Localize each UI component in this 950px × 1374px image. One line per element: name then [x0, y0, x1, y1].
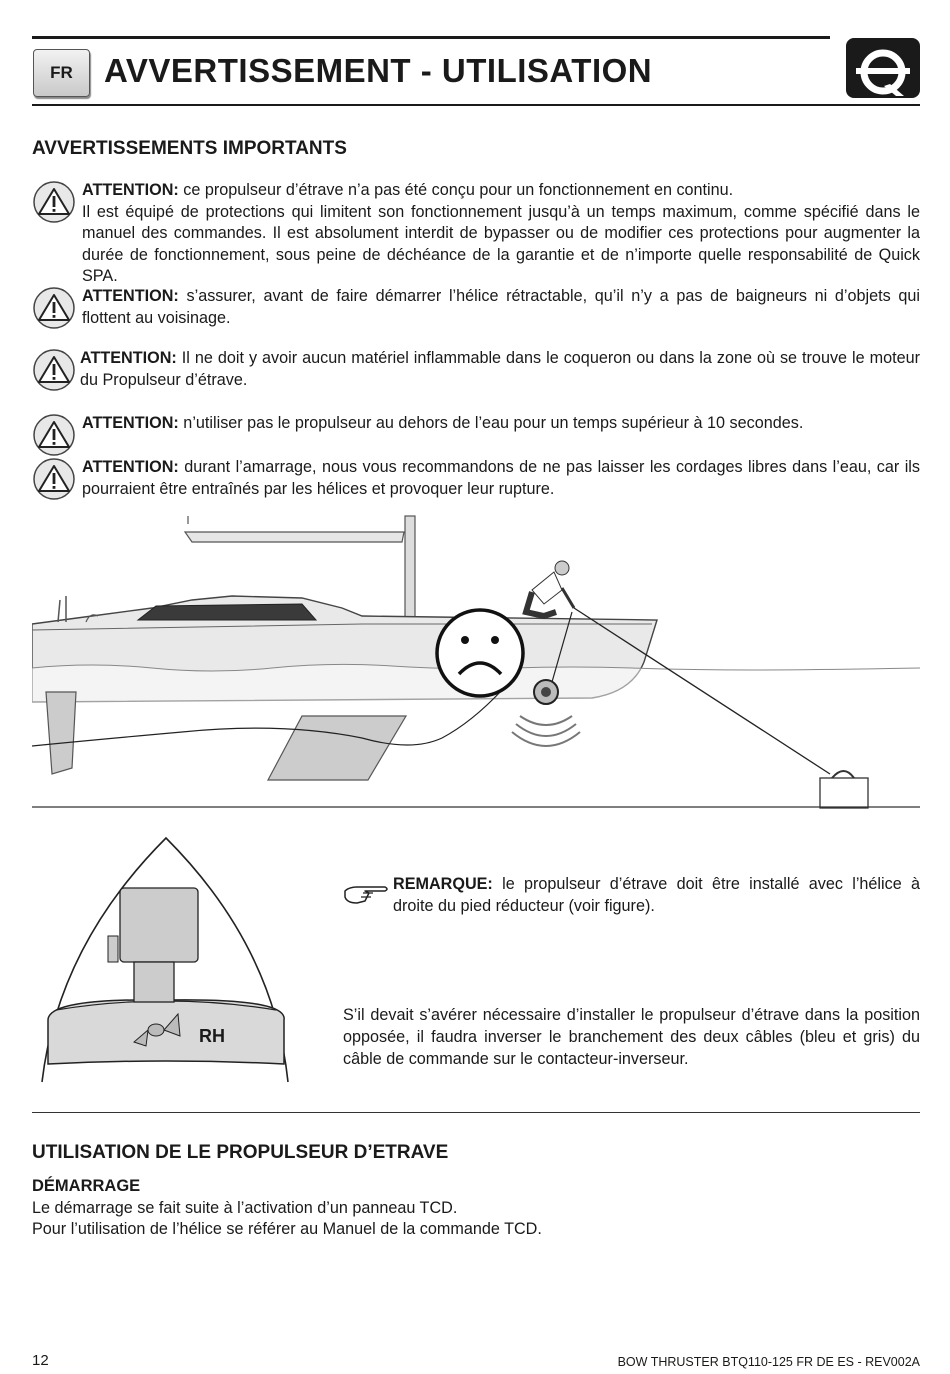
- warning-label: ATTENTION:: [82, 458, 179, 476]
- document-reference: BOW THRUSTER BTQ110-125 FR DE ES - REV002A: [617, 1355, 920, 1369]
- quick-logo-icon: [846, 38, 920, 98]
- warning-text: s’assurer, avant de faire démarrer l’hélice rétractable, qu’il n’y a pas de baigneurs ni d’objets qui flottent au voisinage.: [82, 287, 920, 327]
- sailboat-rope-illustration: [32, 512, 920, 812]
- warning-text-continued: Il est équipé de protections qui limitent son fonctionnement jusqu’à un temps maximum, comme spécifié dans le manuel des commandes. Il est absolument interdit de bypasser ou de modifier ces protections pour augmenter la durée de fonctionnement, sous peine de déchéance de la garantie et de n’importe quelle responsabilité de Quick SPA.: [82, 202, 920, 285]
- warning-item: [32, 348, 920, 391]
- warning-text: n’utiliser pas le propulseur au dehors de l’eau pour un temps supérieur à 10 secondes.: [178, 414, 804, 432]
- note-label: REMARQUE:: [393, 875, 493, 893]
- rh-label: RH: [199, 1026, 225, 1046]
- note-text: le propulseur d’étrave doit être installé avec l’hélice à droite du pied réducteur (voir figure).: [393, 875, 920, 915]
- warning-text: Il ne doit y avoir aucun matériel inflammable dans le coqueron ou dans la zone où se trouve le moteur du Propulseur d’étrave.: [80, 349, 920, 389]
- warning-text: durant l’amarrage, nous vous recommandons de ne pas laisser les cordages libres dans l’eau, car ils pourraient être entraînés par les hélices et provoquer leur rupture.: [82, 458, 920, 498]
- warning-triangle-icon: [32, 348, 76, 392]
- warning-triangle-icon: [32, 457, 76, 501]
- warning-label: ATTENTION:: [82, 287, 179, 305]
- subsection-title-startup: DÉMARRAGE: [32, 1177, 141, 1195]
- pointing-hand-icon: [343, 881, 389, 907]
- warning-triangle-icon: [32, 413, 76, 457]
- header-top-rule: [32, 36, 830, 39]
- warning-label: ATTENTION:: [82, 181, 179, 199]
- warning-triangle-icon: [32, 180, 76, 224]
- warning-label: ATTENTION:: [80, 349, 177, 367]
- section-title-important-warnings: AVVERTISSEMENTS IMPORTANTS: [32, 138, 347, 159]
- startup-line-1: Le démarrage se fait suite à l’activation d’un panneau TCD.: [32, 1199, 458, 1217]
- warning-item: [32, 457, 920, 500]
- warning-triangle-icon: [32, 286, 76, 330]
- opposite-installation-paragraph: S’il devait s’avérer nécessaire d’installer le propulseur d’étrave dans la position opposée, il faudra inverser le branchement des deux câbles (bleu et gris) du câble de commande sur le contacteur-inverseur.: [343, 1006, 920, 1068]
- warning-item: [32, 180, 920, 288]
- thruster-rh-diagram: [38, 836, 294, 1086]
- warning-item: [32, 413, 920, 435]
- section-divider: [32, 1112, 920, 1113]
- warning-text: ce propulseur d’étrave n’a pas été conçu pour un fonctionnement en continu.: [178, 181, 734, 199]
- startup-line-2: Pour l’utilisation de l’hélice se référer au Manuel de la commande TCD.: [32, 1220, 542, 1238]
- note-block: [343, 873, 920, 917]
- section-title-usage: UTILISATION DE LE PROPULSEUR D’ETRAVE: [32, 1142, 449, 1163]
- warning-item: [32, 286, 920, 329]
- warning-label: ATTENTION:: [82, 414, 179, 432]
- header-bottom-rule: [32, 104, 920, 106]
- language-badge: FR: [33, 49, 90, 97]
- page-number: 12: [32, 1352, 49, 1369]
- page-title: AVVERTISSEMENT - UTILISATION: [104, 52, 653, 89]
